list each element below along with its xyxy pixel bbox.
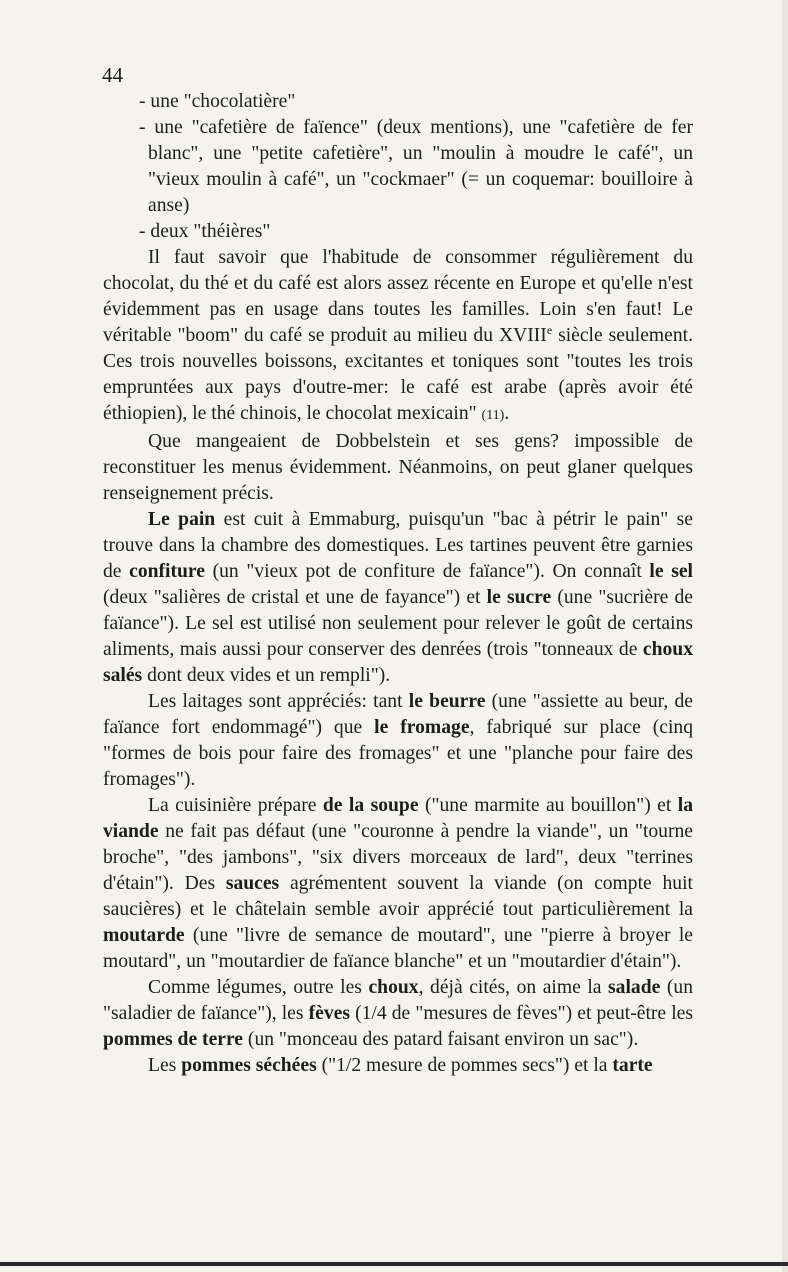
paragraph-menus: Que mangeaient de Dobbelstein et ses gens? impossible de reconstituer les menus évidemment. Néanmoins, on peut glaner quelques renseignement précis. — [103, 431, 693, 504]
list-item: - une "chocolatière" — [139, 91, 296, 112]
paragraph-soup-meat: La cuisinière prépare de la soupe ("une marmite au bouillon") et la viande ne fait pas défaut (une "couronne à pendre la viande", un "tourne broche", "des jambons", "six divers morceaux de lard", deux "terrines d'étain"). Des sauces agrémentent souvent la viande (on compte huit saucières) et le châtelain semble avoir apprécié tout particulièrement la moutarde (une "livre de semance de moutard", une "pierre à broyer le moutard", un "moutardier de faïance blanche" et un "moutardier d'étain"). — [103, 795, 694, 972]
body-text — [103, 89, 693, 1079]
list-item: - une "cafetière de faïence" (deux mentions), une "cafetière de fer blanc", une "petite cafetière", un "moulin à moudre le café", un "vieux moulin à café", un "cockmaer" (= un coquemar: bouilloire à anse) — [139, 117, 693, 216]
page-edge — [782, 0, 788, 1272]
paragraph-bread: Le pain est cuit à Emmaburg, puisqu'un "bac à pétrir le pain" se trouve dans la chambre des domestiques. Les tartines peuvent être garnies de confiture (un "vieux pot de confiture de faïance"). On connaît le sel (deux "salières de cristal et une de fayance") et le sucre (une "sucrière de faïance"). Le sel est utilisé non seulement pour relever le goût de certains aliments, mais aussi pour conserver des denrées (trois "tonneaux de choux salés dont deux vides et un rempli"). — [103, 509, 693, 686]
paragraph-fruit: Les pommes séchées ("1/2 mesure de pommes secs") et la tarte — [148, 1055, 653, 1076]
footnote-ref: (11) — [481, 408, 505, 423]
utensil-list — [103, 89, 693, 245]
paragraph-beverages: Il faut savoir que l'habitude de consommer régulièrement du chocolat, du thé et du café est alors assez récente en Europe et qu'elle n'est évidemment pas en usage dans toutes les familles. Loin s'en faut! Le véritable "boom" du café se produit au milieu du XVIIIe siècle seulement. Ces trois nouvelles boissons, excitantes et toniques sont "toutes les trois empruntées aux pays d'outre-mer: le café est arabe (après avoir été éthiopien), le thé chinois, le chocolat mexicain" (11). — [103, 247, 693, 424]
list-item: - deux "théières" — [139, 221, 271, 242]
paragraph-dairy: Les laitages sont appréciés: tant le beurre (une "assiette au beur, de faïance fort endommagé") que le fromage, fabriqué sur place (cinq "formes de bois pour faire des fromages" et une "planche pour faire des fromages"). — [103, 691, 693, 790]
bottom-border — [0, 1262, 788, 1266]
page-number: 44 — [102, 63, 123, 87]
paragraph-vegetables: Comme légumes, outre les choux, déjà cités, on aime la salade (un "saladier de faïance"), les fèves (1/4 de "mesures de fèves") et peut-être les pommes de terre (un "monceau des patard faisant environ un sac"). — [103, 977, 693, 1050]
